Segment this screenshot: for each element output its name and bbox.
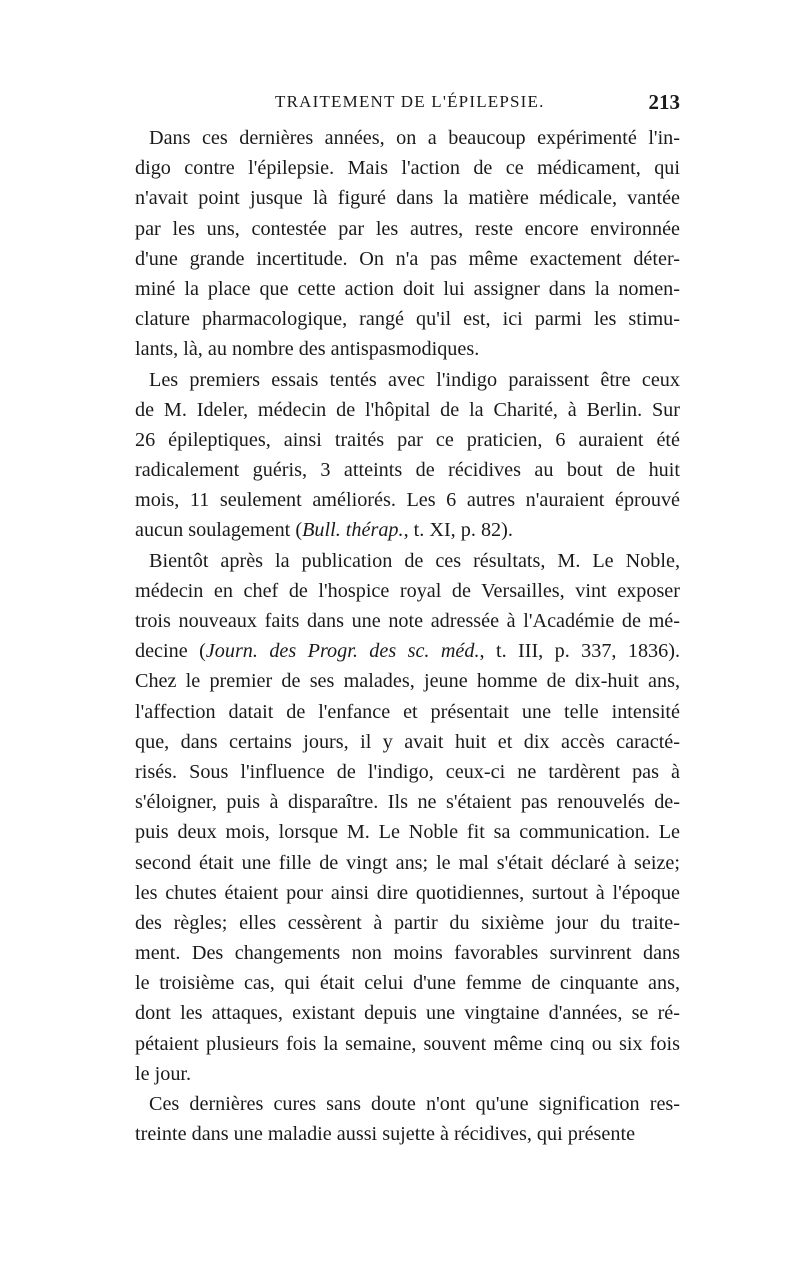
text-line: puis deux mois, lorsque M. Le Noble fit sa communication. Le [135,821,680,844]
text-line: trois nouveaux faits dans une note adressée à l'Académie de mé- [135,610,680,632]
text-line: clature pharmacologique, rangé qu'il est, ici parmi les stimu- [135,308,680,331]
text-line: decine (Journ. des Progr. des sc. méd., t. III, p. 337, 1836). [135,640,680,663]
text-line: le troisième cas, qui était celui d'une femme de cinquante ans, [135,972,680,995]
text-line: digo contre l'épilepsie. Mais l'action de ce médicament, qui [135,157,680,180]
text-line: des règles; elles cessèrent à partir du sixième jour du traite- [135,911,680,934]
text-line: Bientôt après la publication de ces résultats, M. Le Noble, [149,549,680,572]
text-line: 26 épileptiques, ainsi traités par ce praticien, 6 auraient été [135,428,680,451]
text-line: Dans ces dernières années, on a beaucoup expérimenté l'in- [149,127,680,149]
text-line: miné la place que cette action doit lui assigner dans la nomen- [135,277,680,300]
text-line: que, dans certains jours, il y avait huit et dix accès caracté- [135,730,680,753]
running-header [135,92,680,120]
paragraph [135,1089,680,1149]
text-line: Les premiers essais tentés avec l'indigo paraissent être ceux [149,368,680,391]
body-text [135,123,680,1149]
text-line: par les uns, contestée par les autres, reste encore environnée [135,217,680,240]
text-line: ment. Des changements non moins favorables survinrent dans [135,942,680,965]
text-line: treinte dans une maladie aussi sujette à récidives, qui présente [135,1123,636,1146]
text-line: d'une grande incertitude. On n'a pas même exactement déter- [135,247,680,270]
text-line: aucun soulagement (Bull. thérap., t. XI, p. 82). [135,519,513,542]
text-line: de M. Ideler, médecin de l'hôpital de la Charité, à Berlin. Sur [135,398,680,421]
text-line: second était une fille de vingt ans; le mal s'était déclaré à seize; [135,851,680,874]
text-line: Ces dernières cures sans doute n'ont qu'une signification res- [149,1093,680,1115]
text-line: n'avait point jusque là figuré dans la matière médicale, vantée [135,187,680,210]
text-line: mois, 11 seulement améliorés. Les 6 autres n'auraient éprouvé [135,489,680,512]
text-line: Chez le premier de ses malades, jeune homme de dix-huit ans, [135,670,680,693]
paragraph [135,123,680,365]
text-line: lants, là, au nombre des antispasmodiques. [135,338,480,361]
running-title: TRAITEMENT DE L'ÉPILEPSIE. [275,92,545,111]
text-line: pétaient plusieurs fois la semaine, souvent même cinq ou six fois [135,1032,680,1055]
text-line: les chutes étaient pour ainsi dire quotidiennes, surtout à l'époque [135,881,680,904]
paragraph [135,365,680,546]
paragraph [135,546,680,1089]
text-line: risés. Sous l'influence de l'indigo, ceux-ci ne tardèrent pas à [135,760,680,783]
text-line: radicalement guéris, 3 atteints de récidives au bout de huit [135,459,680,482]
text-line: médecin en chef de l'hospice royal de Versailles, vint exposer [135,579,680,602]
text-line: s'éloigner, puis à disparaître. Ils ne s'étaient pas renouvelés de- [135,791,680,814]
text-line: l'affection datait de l'enfance et présentait une telle intensité [135,700,680,723]
text-line: dont les attaques, existant depuis une vingtaine d'années, se ré- [135,1002,680,1025]
page-number: 213 [648,90,680,114]
text-line: le jour. [135,1062,192,1085]
